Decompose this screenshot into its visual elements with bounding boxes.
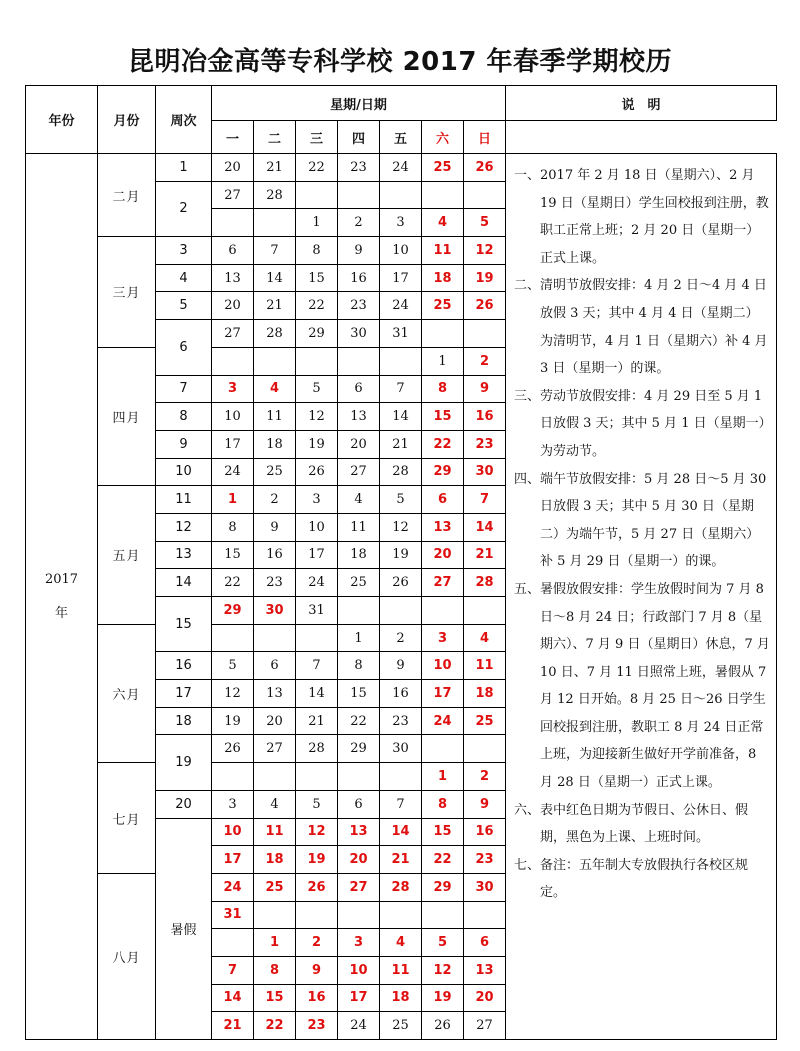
date-cell: 3 <box>296 486 338 514</box>
date-cell: 26 <box>212 735 254 763</box>
date-cell: 31 <box>296 597 338 625</box>
date-cell: 16 <box>254 541 296 569</box>
date-cell: 16 <box>464 403 506 431</box>
date-cell: 12 <box>464 237 506 265</box>
date-cell: 5 <box>296 790 338 818</box>
date-cell: 4 <box>254 790 296 818</box>
month-cell: 四月 <box>98 347 156 485</box>
date-cell <box>464 901 506 929</box>
date-cell <box>338 763 380 791</box>
date-cell: 6 <box>212 237 254 265</box>
calendar-table <box>25 85 777 1040</box>
date-cell: 25 <box>422 154 464 182</box>
date-cell: 24 <box>422 707 464 735</box>
date-cell: 24 <box>212 873 254 901</box>
date-cell: 10 <box>338 956 380 984</box>
note-text: 2017 年 2 月 18 日（星期六）、2 月 19 日（星期日）学生回校报到注册，教职工正常上班；2 月 20 日（星期一）正式上课。 <box>540 168 769 266</box>
week-cell: 19 <box>156 735 212 790</box>
date-cell: 26 <box>422 1012 464 1040</box>
date-cell <box>212 624 254 652</box>
date-cell: 13 <box>254 680 296 708</box>
date-cell <box>296 901 338 929</box>
month-cell: 六月 <box>98 624 156 762</box>
date-cell: 1 <box>422 347 464 375</box>
week-cell: 12 <box>156 513 212 541</box>
date-cell: 30 <box>380 735 422 763</box>
date-cell: 22 <box>212 569 254 597</box>
weekday-date-header: 星期/日期 <box>212 86 506 121</box>
date-cell <box>380 763 422 791</box>
date-cell <box>296 347 338 375</box>
date-cell: 2 <box>338 209 380 237</box>
date-cell: 25 <box>338 569 380 597</box>
date-cell: 24 <box>296 569 338 597</box>
date-cell: 28 <box>380 458 422 486</box>
date-cell: 10 <box>296 513 338 541</box>
date-cell: 2 <box>464 347 506 375</box>
date-cell: 15 <box>422 403 464 431</box>
date-cell: 13 <box>338 818 380 846</box>
date-cell: 17 <box>380 264 422 292</box>
date-cell: 23 <box>338 154 380 182</box>
date-cell: 12 <box>212 680 254 708</box>
date-cell: 9 <box>464 790 506 818</box>
date-cell: 22 <box>296 154 338 182</box>
date-cell <box>338 181 380 209</box>
date-cell: 7 <box>380 790 422 818</box>
date-cell <box>422 181 464 209</box>
date-cell: 13 <box>212 264 254 292</box>
date-cell <box>212 929 254 957</box>
note-text: 清明节放假安排：4 月 2 日～4 月 4 日放假 3 天；其中 4 月 4 日（星期二）为清明节，4 月 1 日（星期六）补 4 月 3 日（星期一）的课。 <box>540 278 768 377</box>
date-cell: 18 <box>422 264 464 292</box>
date-cell: 3 <box>380 209 422 237</box>
date-cell: 24 <box>212 458 254 486</box>
date-cell: 18 <box>254 846 296 874</box>
date-cell: 1 <box>338 624 380 652</box>
date-cell: 9 <box>254 513 296 541</box>
date-cell: 26 <box>464 154 506 182</box>
date-cell: 19 <box>464 264 506 292</box>
date-cell: 3 <box>422 624 464 652</box>
date-cell: 11 <box>464 652 506 680</box>
date-cell: 17 <box>212 846 254 874</box>
date-cell: 20 <box>464 984 506 1012</box>
week-cell: 11 <box>156 486 212 514</box>
date-cell: 20 <box>254 707 296 735</box>
date-cell: 27 <box>338 458 380 486</box>
date-cell: 1 <box>296 209 338 237</box>
date-cell <box>254 901 296 929</box>
date-cell: 14 <box>296 680 338 708</box>
date-cell: 28 <box>296 735 338 763</box>
week-cell: 10 <box>156 458 212 486</box>
date-cell: 23 <box>254 569 296 597</box>
date-cell: 28 <box>380 873 422 901</box>
date-cell: 11 <box>338 513 380 541</box>
date-cell: 23 <box>338 292 380 320</box>
date-cell: 19 <box>296 430 338 458</box>
date-cell: 19 <box>422 984 464 1012</box>
week-cell: 4 <box>156 264 212 292</box>
date-cell: 15 <box>422 818 464 846</box>
date-cell: 12 <box>296 403 338 431</box>
date-cell: 19 <box>212 707 254 735</box>
date-cell: 15 <box>254 984 296 1012</box>
day-header-sat: 六 <box>422 121 464 154</box>
date-cell <box>212 763 254 791</box>
week-cell: 15 <box>156 597 212 652</box>
note-item <box>514 797 770 852</box>
date-cell: 7 <box>464 486 506 514</box>
note-number: 三、 <box>514 388 541 404</box>
date-cell: 11 <box>380 956 422 984</box>
date-cell: 18 <box>380 984 422 1012</box>
date-cell <box>380 181 422 209</box>
month-header: 月份 <box>98 86 156 154</box>
date-cell: 26 <box>464 292 506 320</box>
date-cell: 20 <box>212 154 254 182</box>
date-cell: 4 <box>254 375 296 403</box>
date-cell: 14 <box>254 264 296 292</box>
date-cell: 26 <box>296 458 338 486</box>
date-cell: 13 <box>464 956 506 984</box>
date-cell: 4 <box>380 929 422 957</box>
date-cell: 21 <box>464 541 506 569</box>
date-cell: 22 <box>338 707 380 735</box>
week-cell: 20 <box>156 790 212 818</box>
date-cell: 20 <box>338 430 380 458</box>
date-cell: 29 <box>338 735 380 763</box>
date-cell: 31 <box>380 320 422 348</box>
date-cell: 15 <box>296 264 338 292</box>
date-cell: 24 <box>380 154 422 182</box>
date-cell: 18 <box>254 430 296 458</box>
date-cell: 9 <box>464 375 506 403</box>
note-text: 备注：五年制大专放假执行各校区规定。 <box>540 857 749 901</box>
date-cell: 7 <box>254 237 296 265</box>
date-cell: 7 <box>212 956 254 984</box>
date-cell: 24 <box>338 1012 380 1040</box>
date-cell: 30 <box>464 873 506 901</box>
date-cell: 9 <box>296 956 338 984</box>
page-title: 昆明冶金高等专科学校 2017 年春季学期校历 <box>128 47 672 77</box>
note-text: 表中红色日期为节假日、公休日、假期，黑色为上课、上班时间。 <box>540 802 749 846</box>
date-cell <box>338 901 380 929</box>
date-cell: 24 <box>380 292 422 320</box>
date-cell: 17 <box>296 541 338 569</box>
date-cell: 4 <box>422 209 464 237</box>
date-cell: 8 <box>422 375 464 403</box>
month-cell: 二月 <box>98 154 156 237</box>
date-cell: 4 <box>338 486 380 514</box>
date-cell: 12 <box>296 818 338 846</box>
date-cell: 13 <box>338 403 380 431</box>
date-cell: 29 <box>212 597 254 625</box>
week-cell: 3 <box>156 237 212 265</box>
date-cell: 11 <box>254 818 296 846</box>
date-cell: 21 <box>380 846 422 874</box>
date-cell: 27 <box>254 735 296 763</box>
date-cell: 29 <box>296 320 338 348</box>
date-cell: 20 <box>422 541 464 569</box>
date-cell: 28 <box>254 320 296 348</box>
date-cell: 21 <box>212 1012 254 1040</box>
date-cell: 6 <box>422 486 464 514</box>
date-cell: 28 <box>254 181 296 209</box>
date-cell: 1 <box>422 763 464 791</box>
week-cell: 1 <box>156 154 212 182</box>
date-cell: 7 <box>380 375 422 403</box>
note-item <box>514 852 770 907</box>
week-cell: 18 <box>156 707 212 735</box>
date-cell: 20 <box>212 292 254 320</box>
week-cell: 7 <box>156 375 212 403</box>
date-cell: 14 <box>464 513 506 541</box>
date-cell: 9 <box>338 237 380 265</box>
date-cell: 7 <box>296 652 338 680</box>
date-cell <box>464 735 506 763</box>
date-cell: 1 <box>212 486 254 514</box>
date-cell: 27 <box>464 1012 506 1040</box>
day-header-mon: 一 <box>212 121 254 154</box>
date-cell <box>338 597 380 625</box>
date-cell: 22 <box>254 1012 296 1040</box>
date-cell: 16 <box>296 984 338 1012</box>
date-cell: 29 <box>422 458 464 486</box>
calendar-row <box>26 154 777 182</box>
date-cell: 14 <box>380 818 422 846</box>
date-cell <box>380 597 422 625</box>
date-cell: 21 <box>254 292 296 320</box>
date-cell <box>464 320 506 348</box>
date-cell: 2 <box>380 624 422 652</box>
date-cell <box>380 901 422 929</box>
date-cell: 30 <box>254 597 296 625</box>
note-number: 一、 <box>514 168 541 183</box>
date-cell: 10 <box>380 237 422 265</box>
day-header-thu: 四 <box>338 121 380 154</box>
date-cell: 11 <box>254 403 296 431</box>
date-cell: 22 <box>296 292 338 320</box>
date-cell: 10 <box>422 652 464 680</box>
date-cell: 8 <box>212 513 254 541</box>
date-cell: 5 <box>296 375 338 403</box>
date-cell: 30 <box>338 320 380 348</box>
date-cell <box>212 347 254 375</box>
day-header-sun: 日 <box>464 121 506 154</box>
date-cell <box>254 624 296 652</box>
date-cell: 16 <box>464 818 506 846</box>
date-cell: 23 <box>380 707 422 735</box>
week-cell: 9 <box>156 430 212 458</box>
date-cell <box>422 597 464 625</box>
date-cell: 28 <box>464 569 506 597</box>
date-cell: 5 <box>422 929 464 957</box>
day-header-fri: 五 <box>380 121 422 154</box>
date-cell: 6 <box>254 652 296 680</box>
notes-panel <box>506 154 777 1040</box>
date-cell: 12 <box>422 956 464 984</box>
week-cell: 6 <box>156 320 212 375</box>
date-cell: 17 <box>422 680 464 708</box>
date-cell: 27 <box>338 873 380 901</box>
year-label: 年 <box>54 605 68 621</box>
date-cell: 20 <box>338 846 380 874</box>
note-text: 劳动节放假安排：4 月 29 日至 5 月 1 日放假 3 天；其中 5 月 1 日（星期一）为劳动节。 <box>540 388 766 459</box>
note-item <box>514 466 770 576</box>
date-cell: 10 <box>212 818 254 846</box>
date-cell: 22 <box>422 430 464 458</box>
date-cell: 25 <box>254 458 296 486</box>
date-cell: 27 <box>212 181 254 209</box>
date-cell: 23 <box>296 1012 338 1040</box>
note-number: 七、 <box>514 857 541 873</box>
date-cell: 10 <box>212 403 254 431</box>
date-cell: 1 <box>254 929 296 957</box>
date-cell <box>422 901 464 929</box>
notes-header: 说 明 <box>506 86 777 121</box>
date-cell <box>464 181 506 209</box>
date-cell: 11 <box>422 237 464 265</box>
date-cell: 29 <box>422 873 464 901</box>
date-cell <box>422 320 464 348</box>
note-item <box>514 383 770 466</box>
date-cell: 25 <box>464 707 506 735</box>
date-cell <box>296 624 338 652</box>
date-cell: 8 <box>338 652 380 680</box>
date-cell: 8 <box>422 790 464 818</box>
date-cell <box>254 347 296 375</box>
date-cell: 25 <box>254 873 296 901</box>
date-cell: 21 <box>254 154 296 182</box>
date-cell: 17 <box>212 430 254 458</box>
date-cell: 3 <box>338 929 380 957</box>
note-item <box>514 576 770 797</box>
week-cell: 暑假 <box>156 818 212 1040</box>
note-text: 暑假放假安排：学生放假时间为 7 月 8 日～8 月 24 日；行政部门 7 月 8（星期六）、7 月 9 日（星期日）休息，7 月 10 日、7 月 11 日照常上班，暑假从 7 月 12 日开始。8 月 25 日～26 日学生回校报到注册，教职工 8 月 24 日正常上班，为迎接新生做好开学前准备，8 月 28 日（星期一）正式上课。 <box>540 581 770 791</box>
note-item <box>514 272 770 382</box>
date-cell <box>254 209 296 237</box>
date-cell <box>296 763 338 791</box>
week-header: 周次 <box>156 86 212 154</box>
date-cell: 23 <box>464 846 506 874</box>
date-cell: 27 <box>212 320 254 348</box>
year-header: 年份 <box>26 86 98 154</box>
note-number: 四、 <box>514 471 541 487</box>
date-cell: 6 <box>338 375 380 403</box>
date-cell <box>212 209 254 237</box>
day-header-wed: 三 <box>296 121 338 154</box>
week-cell: 5 <box>156 292 212 320</box>
date-cell: 8 <box>296 237 338 265</box>
note-number: 二、 <box>514 278 541 294</box>
date-cell: 16 <box>380 680 422 708</box>
date-cell: 27 <box>422 569 464 597</box>
date-cell: 8 <box>254 956 296 984</box>
date-cell: 3 <box>212 375 254 403</box>
date-cell: 2 <box>296 929 338 957</box>
date-cell: 15 <box>212 541 254 569</box>
date-cell: 26 <box>296 873 338 901</box>
day-header-tue: 二 <box>254 121 296 154</box>
date-cell: 26 <box>380 569 422 597</box>
week-cell: 13 <box>156 541 212 569</box>
note-number: 五、 <box>514 581 541 597</box>
date-cell <box>338 347 380 375</box>
date-cell: 18 <box>338 541 380 569</box>
date-cell <box>422 735 464 763</box>
date-cell: 31 <box>212 901 254 929</box>
date-cell: 30 <box>464 458 506 486</box>
date-cell <box>464 597 506 625</box>
date-cell: 4 <box>464 624 506 652</box>
date-cell: 19 <box>296 846 338 874</box>
note-item <box>514 162 770 272</box>
date-cell: 5 <box>464 209 506 237</box>
date-cell: 14 <box>212 984 254 1012</box>
date-cell: 5 <box>212 652 254 680</box>
date-cell: 9 <box>380 652 422 680</box>
month-cell: 八月 <box>98 873 156 1039</box>
date-cell: 23 <box>464 430 506 458</box>
note-text: 端午节放假安排：5 月 28 日～5 月 30 日放假 3 天；其中 5 月 30 日（星期二）为端午节，5 月 27 日（星期六）补 5 月 29 日（星期一）的课。 <box>540 471 767 570</box>
month-cell: 三月 <box>98 237 156 348</box>
date-cell: 12 <box>380 513 422 541</box>
date-cell: 17 <box>338 984 380 1012</box>
month-cell: 五月 <box>98 486 156 624</box>
date-cell: 22 <box>422 846 464 874</box>
date-cell: 6 <box>338 790 380 818</box>
date-cell: 13 <box>422 513 464 541</box>
date-cell: 6 <box>464 929 506 957</box>
date-cell: 2 <box>464 763 506 791</box>
date-cell: 5 <box>380 486 422 514</box>
date-cell <box>380 347 422 375</box>
date-cell: 21 <box>380 430 422 458</box>
date-cell: 16 <box>338 264 380 292</box>
date-cell: 14 <box>380 403 422 431</box>
week-cell: 14 <box>156 569 212 597</box>
date-cell: 19 <box>380 541 422 569</box>
date-cell <box>296 181 338 209</box>
date-cell: 21 <box>296 707 338 735</box>
week-cell: 8 <box>156 403 212 431</box>
date-cell: 25 <box>380 1012 422 1040</box>
week-cell: 17 <box>156 680 212 708</box>
date-cell: 25 <box>422 292 464 320</box>
year-cell <box>26 154 98 1040</box>
date-cell: 3 <box>212 790 254 818</box>
year-label: 2017 <box>44 571 79 587</box>
date-cell: 2 <box>254 486 296 514</box>
month-cell: 七月 <box>98 763 156 874</box>
date-cell <box>254 763 296 791</box>
note-number: 六、 <box>514 802 541 818</box>
date-cell: 18 <box>464 680 506 708</box>
date-cell: 15 <box>338 680 380 708</box>
week-cell: 16 <box>156 652 212 680</box>
week-cell: 2 <box>156 181 212 236</box>
